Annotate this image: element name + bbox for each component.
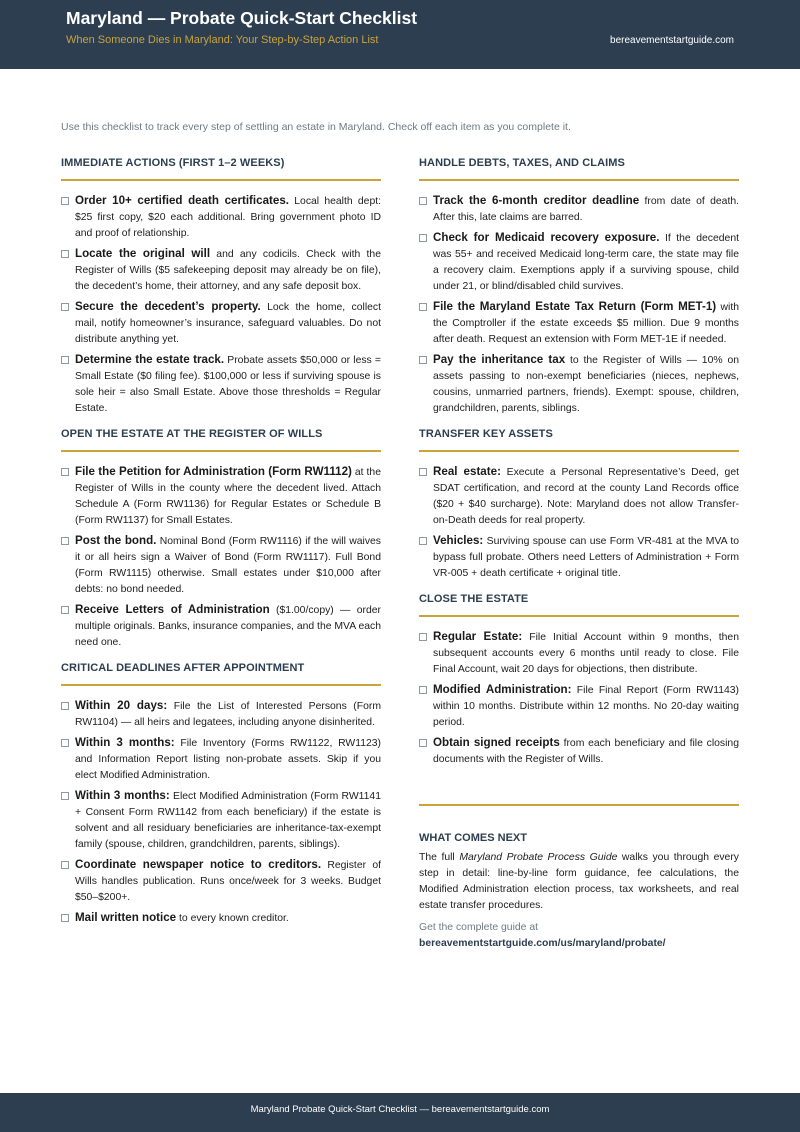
checkbox[interactable] (419, 739, 427, 747)
checkbox[interactable] (61, 702, 69, 710)
item-text: from each beneficiary and file closing documents with the Register of Wills. (433, 738, 739, 765)
document-title: Maryland — Probate Quick-Start Checklist (66, 8, 418, 28)
whats-next-title: WHAT COMES NEXT (419, 832, 527, 844)
document-subtitle: When Someone Dies in Maryland: Your Step-by-Step Action List (66, 34, 379, 46)
item-lead: Secure the decedent’s property. (75, 300, 261, 313)
checkbox[interactable] (419, 197, 427, 205)
item-lead: Within 3 months: (75, 736, 175, 749)
item-lead: Modified Administration: (433, 683, 572, 696)
checklist (419, 193, 739, 417)
checkbox[interactable] (61, 250, 69, 258)
checkbox[interactable] (419, 303, 427, 311)
item-text: with the Comptroller if the estate exceeds $5 million. Due 9 months after death. Request an extension with Form MET-1E if needed. (433, 302, 739, 345)
checklist-item (61, 246, 381, 295)
checkbox[interactable] (419, 468, 427, 476)
item-lead: Track the 6-month creditor deadline (433, 194, 640, 207)
checklist (419, 629, 739, 768)
section-title: TRANSFER KEY ASSETS (419, 427, 739, 452)
item-lead: Vehicles: (433, 534, 484, 547)
item-text: File Final Report (Form RW1143) within 10 months. Distribute within 12 months. No 20-day waiting period. (433, 685, 740, 728)
checklist-section (419, 427, 739, 582)
item-text: Lock the home, collect mail, notify homeowner’s insurance, safeguard valuables. Do not distribute anything yet. (75, 302, 381, 345)
item-lead: Determine the estate track. (75, 353, 225, 366)
checklist-item (419, 352, 739, 417)
item-lead: Within 20 days: (75, 699, 168, 712)
checklist-item (419, 464, 739, 529)
item-lead: Check for Medicaid recovery exposure. (433, 231, 660, 244)
checklist-item (61, 698, 381, 731)
section-title: HANDLE DEBTS, TAXES, AND CLAIMS (419, 156, 739, 181)
checkbox[interactable] (61, 468, 69, 476)
checklist-item (419, 629, 739, 678)
checkbox[interactable] (61, 197, 69, 205)
item-text: Surviving spouse can use Form VR-481 at the MVA to bypass full probate. Others need Letters of Administration + Form VR-005 + death certificate + original title. (433, 536, 739, 579)
checkbox[interactable] (419, 537, 427, 545)
whats-next-text-after: walks you through every step in detail: line-by-line form guidance, fee calculations, the Modified Administration election process, tax worksheets, and real estate transfer procedures. (419, 852, 739, 911)
section-title: CRITICAL DEADLINES AFTER APPOINTMENT (61, 661, 381, 686)
checklist-section (61, 427, 381, 651)
item-text: from date of death. After this, late claims are barred. (433, 196, 740, 223)
checklist-item (419, 230, 739, 295)
section-title: CLOSE THE ESTATE (419, 592, 739, 617)
item-text: Nominal Bond (Form RW1116) if the will waives it or all heirs sign a Waiver of Bond (Form RW1117). Full Bond (Form RW1115) otherwise. Small estates under $10,000 after debts: no bond needed. (75, 536, 381, 595)
item-text: and any codicils. Check with the Register of Wills ($5 safekeeping deposit may already be on file), the decedent’s home, their attorney, and any safe deposit box. (75, 249, 381, 292)
checkbox[interactable] (61, 537, 69, 545)
get-guide-label: Get the complete guide at (419, 922, 538, 933)
item-lead: Pay the inheritance tax (433, 353, 566, 366)
intro-text: Use this checklist to track every step of settling an estate in Maryland. Check off each item as you complete it. (61, 121, 571, 133)
page-header (0, 0, 800, 69)
item-lead: File the Maryland Estate Tax Return (Form MET-1) (433, 300, 717, 313)
checkbox[interactable] (61, 606, 69, 614)
item-text: Local health dept: $25 first copy, $20 each additional. Bring government photo ID and proof of relationship. (75, 196, 382, 239)
checkbox[interactable] (61, 356, 69, 364)
checklist (419, 464, 739, 582)
checkbox[interactable] (419, 633, 427, 641)
whats-next-text-before: The full (419, 852, 460, 863)
checklist-item (61, 464, 381, 529)
whats-next-section (419, 832, 739, 952)
item-lead: Receive Letters of Administration (75, 603, 270, 616)
checklist (61, 193, 381, 417)
checkbox[interactable] (419, 686, 427, 694)
checkbox[interactable] (61, 861, 69, 869)
section-title: IMMEDIATE ACTIONS (FIRST 1–2 WEEKS) (61, 156, 381, 181)
item-text: File the List of Interested Persons (Form RW1104) — all heirs and legatees, including anyone disinherited. (75, 701, 382, 728)
guide-name: Maryland Probate Process Guide (459, 852, 618, 863)
item-text: Register of Wills handles publication. Runs once/week for 3 weeks. Budget $50–$200+. (75, 860, 381, 903)
checklist-item (61, 857, 381, 906)
checklist-item (61, 533, 381, 598)
checkbox[interactable] (61, 914, 69, 922)
item-lead: Locate the original will (75, 247, 211, 260)
whats-next-text (419, 850, 739, 914)
section-title: OPEN THE ESTATE AT THE REGISTER OF WILLS (61, 427, 381, 452)
checkbox[interactable] (61, 303, 69, 311)
item-text: File Initial Account within 9 months, then subsequent accounts every 6 months until ready to close. File Final Account, wait 20 days for objections, then distribute. (433, 632, 739, 675)
item-text: File Inventory (Forms RW1122, RW1123) and Information Report listing non-probate assets. Skip if you elect Modified Administration. (75, 738, 382, 781)
checklist-section (419, 156, 739, 417)
item-text: If the decedent was 55+ and received Medicaid long-term care, the state may file a recovery claim. Exemptions apply if a surviving spouse, child under 21, or blind/disabled child survives. (433, 233, 739, 292)
checklist (61, 698, 381, 927)
checklist-item (419, 193, 739, 226)
right-sections (419, 156, 739, 768)
item-lead: File the Petition for Administration (Form RW1112) (75, 465, 352, 478)
item-lead: Coordinate newspaper notice to creditors. (75, 858, 322, 871)
item-lead: Post the bond. (75, 534, 157, 547)
item-text: to the Register of Wills — 10% on assets passing to non-exempt beneficiaries (nieces, nephews, cousins, unmarried partners, friends). Exempt: spouse, children, grandchildren, parents, siblings. (433, 355, 740, 414)
item-lead: Real estate: (433, 465, 501, 478)
item-lead: Obtain signed receipts (433, 736, 560, 749)
checklist-item (419, 735, 739, 768)
checklist-section (419, 592, 739, 768)
checklist-item (61, 788, 381, 853)
item-text: at the Register of Wills in the county where the decedent lived. Attach Schedule A (Form RW1136) for Regular Estates or Schedule B (Form RW1137) for Small Estates. (75, 467, 381, 526)
item-lead: Order 10+ certified death certificates. (75, 194, 290, 207)
checklist-item (61, 735, 381, 784)
item-lead: Regular Estate: (433, 630, 523, 643)
right-column (419, 156, 739, 952)
left-column (61, 156, 381, 937)
item-text: Elect Modified Administration (Form RW1141 + Consent Form RW1142 from each beneficiary) if the estate is solvent and all residuary beneficiaries are inheritance-tax-exempt family (spouse, children, grandchildren, parents, siblings). (75, 791, 381, 850)
checklist-item (61, 299, 381, 348)
item-text: Execute a Personal Representative’s Deed, get SDAT certification, and record at the county Land Records office ($20 + $40 surcharge). Note: Maryland does not allow Transfer-on-Death deeds for real property. (433, 467, 740, 526)
checklist-item (61, 602, 381, 651)
item-text: ($1.00/copy) — order multiple originals. Banks, insurance companies, and the MVA each need one. (75, 605, 381, 648)
checklist-item (61, 910, 381, 927)
checkbox[interactable] (419, 234, 427, 242)
checklist (61, 464, 381, 651)
checklist-section (61, 661, 381, 927)
guide-link[interactable]: bereavementstartguide.com/us/maryland/probate/ (419, 938, 666, 949)
item-text: Probate assets $50,000 or less = Small Estate ($0 filing fee). $100,000 or less if surviving spouse is sole heir = also Small Estate. Above those thresholds = Regular Estate. (75, 355, 381, 414)
checkbox[interactable] (61, 739, 69, 747)
item-text: to every known creditor. (176, 913, 289, 924)
checkbox[interactable] (419, 356, 427, 364)
page-footer: Maryland Probate Quick-Start Checklist — bereavementstartguide.com (0, 1093, 800, 1132)
checkbox[interactable] (61, 792, 69, 800)
checklist-section (61, 156, 381, 417)
checklist-item (419, 682, 739, 731)
item-lead: Mail written notice (75, 911, 177, 924)
item-lead: Within 3 months: (75, 789, 170, 802)
checklist-item (61, 193, 381, 242)
checklist-item (419, 299, 739, 348)
header-site-link[interactable]: bereavementstartguide.com (610, 35, 734, 46)
checklist-item (419, 533, 739, 582)
section-divider (419, 804, 739, 806)
checklist-item (61, 352, 381, 417)
